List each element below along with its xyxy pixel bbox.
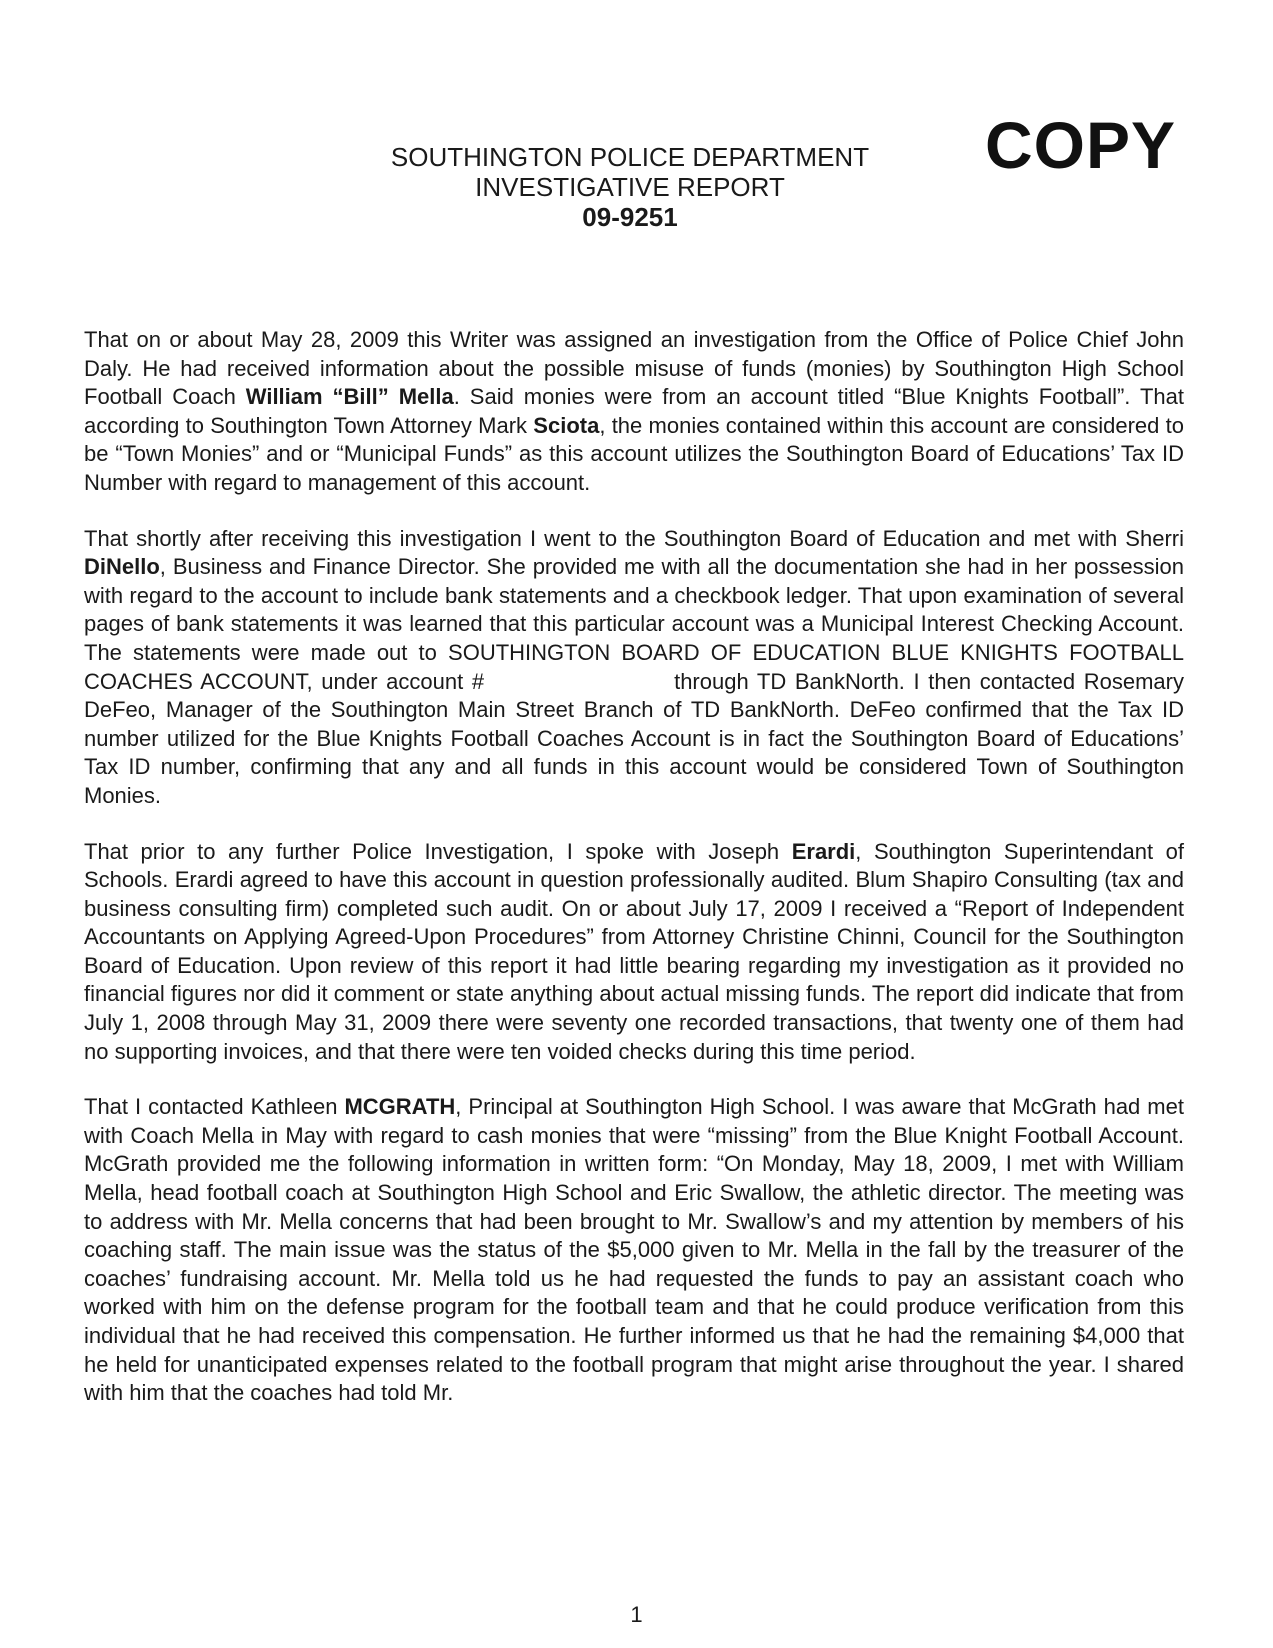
- paragraph-2: That shortly after receiving this investigation I went to the Southington Board of Education and met with Sherri DiNello, Business and Finance Director. She provided me with all the documentation she had in her possession with regard to the account to include bank statements and a checkbook ledger. That upon examination of several pages of bank statements it was learned that this particular account was a Municipal Interest Checking Account. The statements were made out to SOUTHINGTON BOARD OF EDUCATION BLUE KNIGHTS FOOTBALL COACHES ACCOUNT, under account # through TD BankNorth. I then contacted Rosemary DeFeo, Manager of the Southington Main Street Branch of TD BankNorth. DeFeo confirmed that the Tax ID number utilized for the Blue Knights Football Coaches Account is in fact the Southington Board of Educations’ Tax ID number, confirming that any and all funds in this account would be considered Town of Southington Monies.: [84, 525, 1184, 808]
- copy-stamp: COPY: [985, 108, 1177, 182]
- page-number: 1: [630, 1602, 643, 1627]
- name-bold: DiNello: [84, 554, 160, 580]
- paragraph-1: That on or about May 28, 2009 this Writer was assigned an investigation from the Office of Police Chief John Daly. He had received information about the possible misuse of funds (monies) by Southington High School Football Coach William “Bill” Mella. Said monies were from an account titled “Blue Knights Football”. That according to Southington Town Attorney Mark Sciota, the monies contained within this account are considered to be “Town Monies” and or “Municipal Funds” as this account utilizes the Southington Board of Educations’ Tax ID Number with regard to management of this account.: [84, 327, 1184, 495]
- name-bold: Erardi: [791, 838, 856, 864]
- paragraph-3: That prior to any further Police Investigation, I spoke with Joseph Erardi, Southington Superintendant of Schools. Erardi agreed to have this account in question professionally audited. Blum Shapiro Consulting (tax and business consulting firm) completed such audit. On or about July 17, 2009 I received a “Report of Independent Accountants on Applying Agreed-Upon Procedures” from Attorney Christine Chinni, Council for the Southington Board of Education. Upon review of this report it had little bearing regarding my investigation as it provided no financial figures nor did it comment or state anything about actual missing funds. The report did indicate that from July 1, 2008 through May 31, 2009 there were seventy one recorded transactions, that twenty one of them had no supporting invoices, and that there were ten voided checks during this time period.: [84, 838, 1185, 1064]
- name-bold: William “Bill” Mella: [245, 384, 454, 410]
- report-header: [330, 142, 930, 232]
- department-name: SOUTHINGTON POLICE DEPARTMENT: [390, 142, 870, 172]
- paragraph-4: That I contacted Kathleen MCGRATH, Principal at Southington High School. I was aware that McGrath had met with Coach Mella in May with regard to cash monies that were “missing” from the Blue Knight Football Account. McGrath provided me the following information in written form: “On Monday, May 18, 2009, I met with William Mella, head football coach at Southington High School and Eric Swallow, the athletic director. The meeting was to address with Mr. Mella concerns that had been brought to Mr. Swallow’s and my attention by members of his coaching staff. The main issue was the status of the $5,000 given to Mr. Mella in the fall by the treasurer of the coaches’ fundraising account. Mr. Mella told us he had requested the funds to pay an assistant coach who worked with him on the defense program for the football team and that he could produce verification from this individual that he had received this compensation. He further informed us that he had the remaining $4,000 that he held for unanticipated expenses related to the football program that might arise throughout the year. I shared with him that the coaches had told Mr.: [84, 1094, 1184, 1406]
- name-bold: Sciota: [533, 412, 600, 438]
- name-bold: MCGRATH: [344, 1094, 456, 1120]
- report-type: INVESTIGATIVE REPORT: [475, 172, 785, 202]
- case-number: 09-9251: [582, 202, 678, 232]
- report-body: [84, 326, 1184, 1435]
